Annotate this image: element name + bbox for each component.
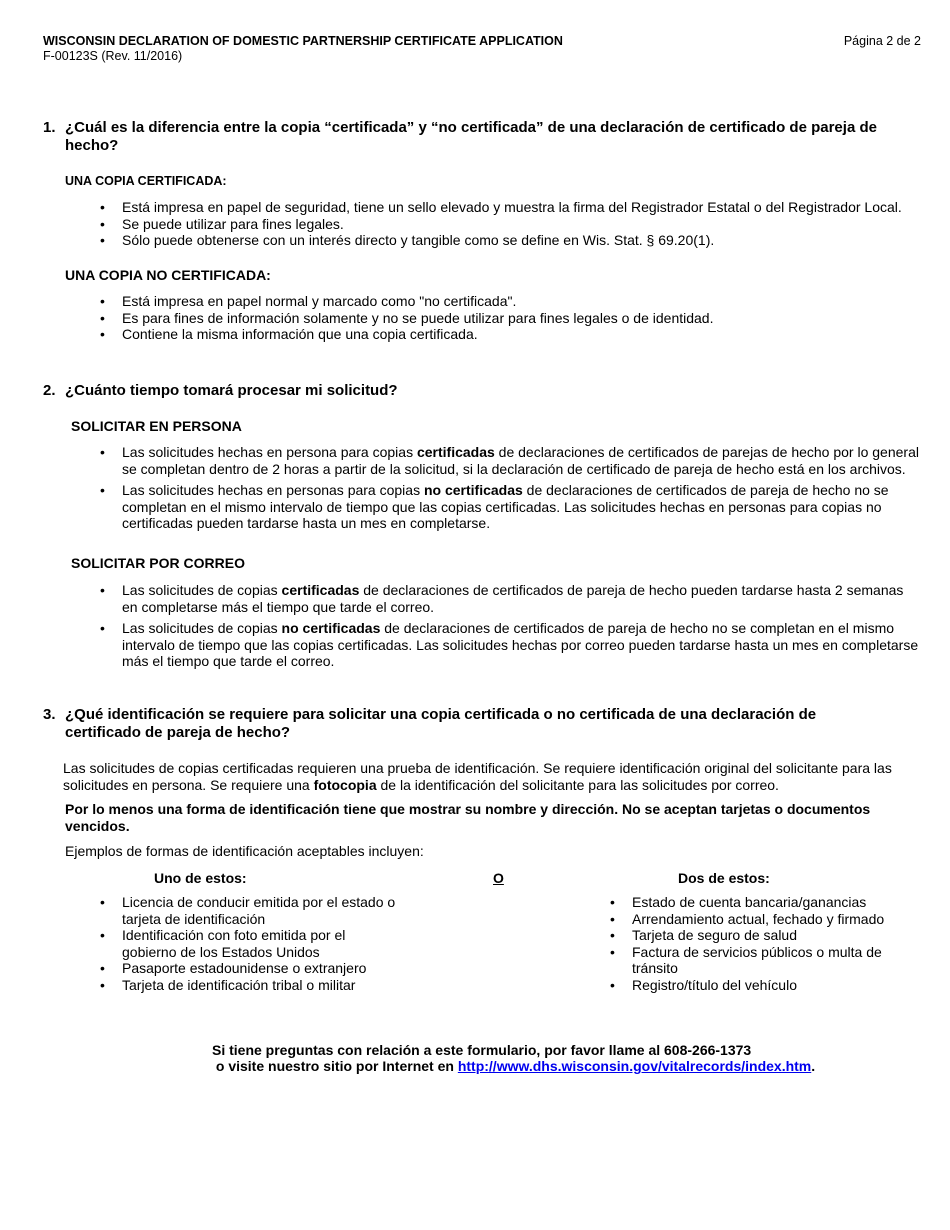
list-item: • Las solicitudes hechas en personas para copias no certificadas de declaraciones de certificados de pareja de hecho no se completan en el mismo intervalo de tiempo que las copias certificadas. Las solicitudes hechas en personas para copias no certificadas pueden tardarse hasta un mes en completarse. <box>100 482 920 532</box>
question-2 <box>43 382 923 402</box>
two-of-heading: Dos de estos: <box>678 870 770 886</box>
list-item: • Tarjeta de identificación tribal o militar <box>100 977 400 994</box>
list-item: • Está impresa en papel de seguridad, tiene un sello elevado y muestra la firma del Registrador Estatal o del Registrador Local. <box>100 199 920 216</box>
question-3-line2: certificado de pareja de hecho? <box>65 724 291 741</box>
question-2-number: 2. <box>43 382 56 399</box>
examples-label: Ejemplos de formas de identificación aceptables incluyen: <box>65 843 424 859</box>
vital-records-link[interactable]: http://www.dhs.wisconsin.gov/vitalrecords/index.htm <box>457 1058 812 1074</box>
identification-warning: Por lo menos una forma de identificación tiene que mostrar su nombre y dirección. No se aceptan tarjetas o documentos vencidos. <box>65 801 871 834</box>
two-of-list <box>610 894 885 993</box>
form-title: WISCONSIN DECLARATION OF DOMESTIC PARTNERSHIP CERTIFICATE APPLICATION <box>43 34 563 48</box>
noncertified-list <box>100 293 920 343</box>
list-item: • Tarjeta de seguro de salud <box>610 927 885 944</box>
page-number: Página 2 de 2 <box>843 34 921 48</box>
list-item: • Registro/título del vehículo <box>610 977 885 994</box>
list-item: • Pasaporte estadounidense o extranjero <box>100 960 400 977</box>
or-label: O <box>493 870 504 886</box>
noncertified-heading: UNA COPIA NO CERTIFICADA: <box>65 267 271 283</box>
list-item: • Es para fines de información solamente y no se puede utilizar para fines legales o de identidad. <box>100 310 920 327</box>
list-item: • Licencia de conducir emitida por el estado o tarjeta de identificación <box>100 894 400 927</box>
list-item: • Estado de cuenta bancaria/ganancias <box>610 894 885 911</box>
footer-contact-line: Si tiene preguntas con relación a este formulario, por favor llame al 608-266-1373 <box>212 1042 752 1058</box>
question-3-line1: ¿Qué identificación se requiere para solicitar una copia certificada o no certificada de una declaración de <box>65 706 817 723</box>
question-1-line2: hecho? <box>65 137 119 154</box>
mail-list <box>100 582 920 675</box>
list-item: • Factura de servicios públicos o multa de tránsito <box>610 944 885 977</box>
question-1-number: 1. <box>43 119 56 136</box>
one-of-heading: Uno de estos: <box>154 870 247 886</box>
footer-website-line: o visite nuestro sitio por Internet en http://www.dhs.wisconsin.gov/vitalrecords/index.htm. <box>212 1058 816 1074</box>
question-3 <box>43 706 923 746</box>
list-item: • Identificación con foto emitida por el gobierno de los Estados Unidos <box>100 927 400 960</box>
list-item: • Sólo puede obtenerse con un interés directo y tangible como se define en Wis. Stat. § 69.20(1). <box>100 232 920 249</box>
question-2-title: ¿Cuánto tiempo tomará procesar mi solicitud? <box>65 382 398 399</box>
question-1-line1: ¿Cuál es la diferencia entre la copia “certificada” y “no certificada” de una declaración de certificado de pareja de <box>65 119 877 136</box>
in-person-heading: SOLICITAR EN PERSONA <box>71 418 242 434</box>
certified-list <box>100 199 920 249</box>
one-of-list <box>100 894 400 993</box>
form-number: F-00123S (Rev. 11/2016) <box>43 49 183 63</box>
list-item: • Está impresa en papel normal y marcado como "no certificada". <box>100 293 920 310</box>
list-item: • Las solicitudes hechas en persona para copias certificadas de declaraciones de certificados de parejas de hecho por lo general se completan dentro de 2 horas a partir de la solicitud, si la declaración de certificado de pareja de hecho está en los archivos. <box>100 444 920 477</box>
question-1 <box>43 119 923 159</box>
list-item: • Arrendamiento actual, fechado y firmado <box>610 911 885 928</box>
list-item: • Las solicitudes de copias no certificadas de declaraciones de certificados de pareja de hecho no se completan en el mismo intervalo de tiempo que las copias certificadas. Las solicitudes hechas por correo pueden tardarse hasta un mes en completarse más el tiempo que tarde el correo. <box>100 620 920 670</box>
list-item: • Contiene la misma información que una copia certificada. <box>100 326 920 343</box>
list-item: • Se puede utilizar para fines legales. <box>100 216 920 233</box>
question-3-number: 3. <box>43 706 56 723</box>
certified-heading: UNA COPIA CERTIFICADA: <box>65 174 227 188</box>
identification-intro: Las solicitudes de copias certificadas requieren una prueba de identificación. Se requiere identificación original del solicitante para las solicitudes en persona. Se requiere una fotocopia de la identificación del solicitante para las solicitudes por correo. <box>63 760 892 793</box>
mail-heading: SOLICITAR POR CORREO <box>71 555 245 571</box>
list-item: • Las solicitudes de copias certificadas de declaraciones de certificados de pareja de hecho pueden tardarse hasta 2 semanas en completarse más el tiempo que tarde el correo. <box>100 582 920 615</box>
in-person-list <box>100 444 920 537</box>
